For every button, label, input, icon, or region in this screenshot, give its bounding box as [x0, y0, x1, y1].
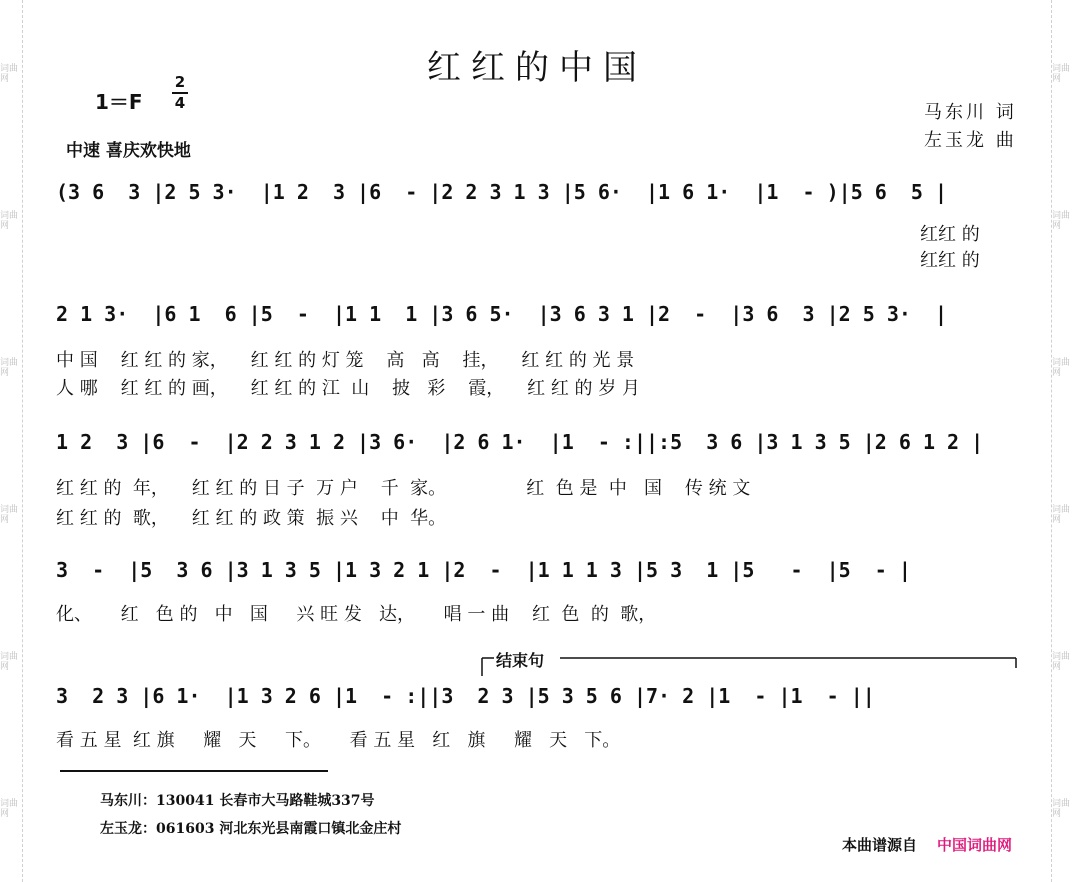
watermark-text: 词曲网	[1052, 357, 1071, 378]
source-site-link[interactable]: 中国词曲网	[937, 836, 1013, 854]
watermark-text: 词曲网	[0, 357, 19, 378]
footer-divider	[60, 770, 328, 772]
lyricist-credit: 马东川 词	[924, 102, 1017, 123]
watermark-text: 词曲网	[0, 798, 19, 819]
watermark-text: 词曲网	[0, 651, 19, 672]
notation-line: 3 2 3 |6 1· |1 3 2 6 |1 - :||3 2 3 |5 3 5 6 |7· 2 |1 - |1 - ||	[56, 684, 875, 708]
lyricist-address: 马东川：130041 长春市大马路鞋城337号	[100, 793, 375, 809]
time-signature	[172, 74, 188, 112]
notation-line: 3 - |5 3 6 |3 1 3 5 |1 3 2 1 |2 - |1 1 1 3 |5 3 1 |5 - |5 - |	[56, 558, 911, 582]
score-system-4	[56, 558, 1022, 598]
lyric-line-verse-2: 红红 的	[920, 250, 980, 271]
watermark-column-left	[0, 0, 23, 882]
source-credit	[842, 834, 1012, 855]
score-system-5	[56, 684, 1022, 724]
source-prefix: 本曲谱源自	[842, 836, 918, 854]
watermark-text: 词曲网	[1052, 63, 1071, 84]
watermark-text: 词曲网	[1052, 504, 1071, 525]
watermark-column-right	[1051, 0, 1074, 882]
watermark-text: 词曲网	[1052, 651, 1071, 672]
lyric-line-verse-1: 看 五 星 红 旗 耀 天 下。 看 五 星 红 旗 耀 天 下。	[56, 730, 621, 751]
watermark-text: 词曲网	[0, 504, 19, 525]
lyric-line-verse-1: 中 国 红 红 的 家， 红 红 的 灯 笼 高 高 挂， 红 红 的 光 景	[56, 350, 635, 371]
watermark-text: 词曲网	[1052, 210, 1071, 231]
watermark-text: 词曲网	[0, 210, 19, 231]
time-signature-bottom: 4	[174, 94, 186, 112]
score-system-3	[56, 430, 1022, 470]
notation-line: 1 2 3 |6 - |2 2 3 1 2 |3 6· |2 6 1· |1 - :||:5 3 6 |3 1 3 5 |2 6 1 2 |	[56, 430, 984, 454]
lyric-line-verse-1: 红 红 的 年， 红 红 的 日 子 万 户 千 家。 红 色 是 中 国 传 统 文	[56, 478, 751, 499]
ending-label: 结束句	[496, 651, 545, 670]
watermark-text: 词曲网	[0, 63, 19, 84]
lyric-line-verse-2: 人 哪 红 红 的 画， 红 红 的 江 山 披 彩 霞， 红 红 的 岁 月	[56, 378, 640, 399]
notation-line: 2 1 3· |6 1 6 |5 - |1 1 1 |3 6 5· |3 6 3 1 |2 - |3 6 3 |2 5 3· |	[56, 302, 948, 326]
key-signature: 1＝F	[95, 90, 143, 114]
notation-line: (3 6 3 |2 5 3· |1 2 3 |6 - |2 2 3 1 3 |5 6· |1 6 1· |1 - )|5 6 5 |	[56, 180, 948, 204]
lyric-line-verse-1: 化、 红 色 的 中 国 兴 旺 发 达， 唱 一 曲 红 色 的 歌，	[56, 604, 657, 625]
watermark-text: 词曲网	[1052, 798, 1071, 819]
composer-address: 左玉龙：061603 河北东光县南霞口镇北金庄村	[100, 821, 402, 837]
song-title: 红红的中国	[427, 48, 647, 88]
time-signature-top: 2	[174, 73, 186, 91]
ending-bracket	[480, 654, 1020, 678]
lyric-line-verse-1: 红红 的	[920, 224, 980, 245]
score-system-2	[56, 302, 1022, 342]
score-system-1	[56, 180, 1022, 220]
composer-credit: 左玉龙 曲	[924, 130, 1017, 151]
tempo-marking: 中速 喜庆欢快地	[66, 141, 191, 161]
lyric-line-verse-2: 红 红 的 歌， 红 红 的 政 策 振 兴 中 华。	[56, 508, 447, 529]
